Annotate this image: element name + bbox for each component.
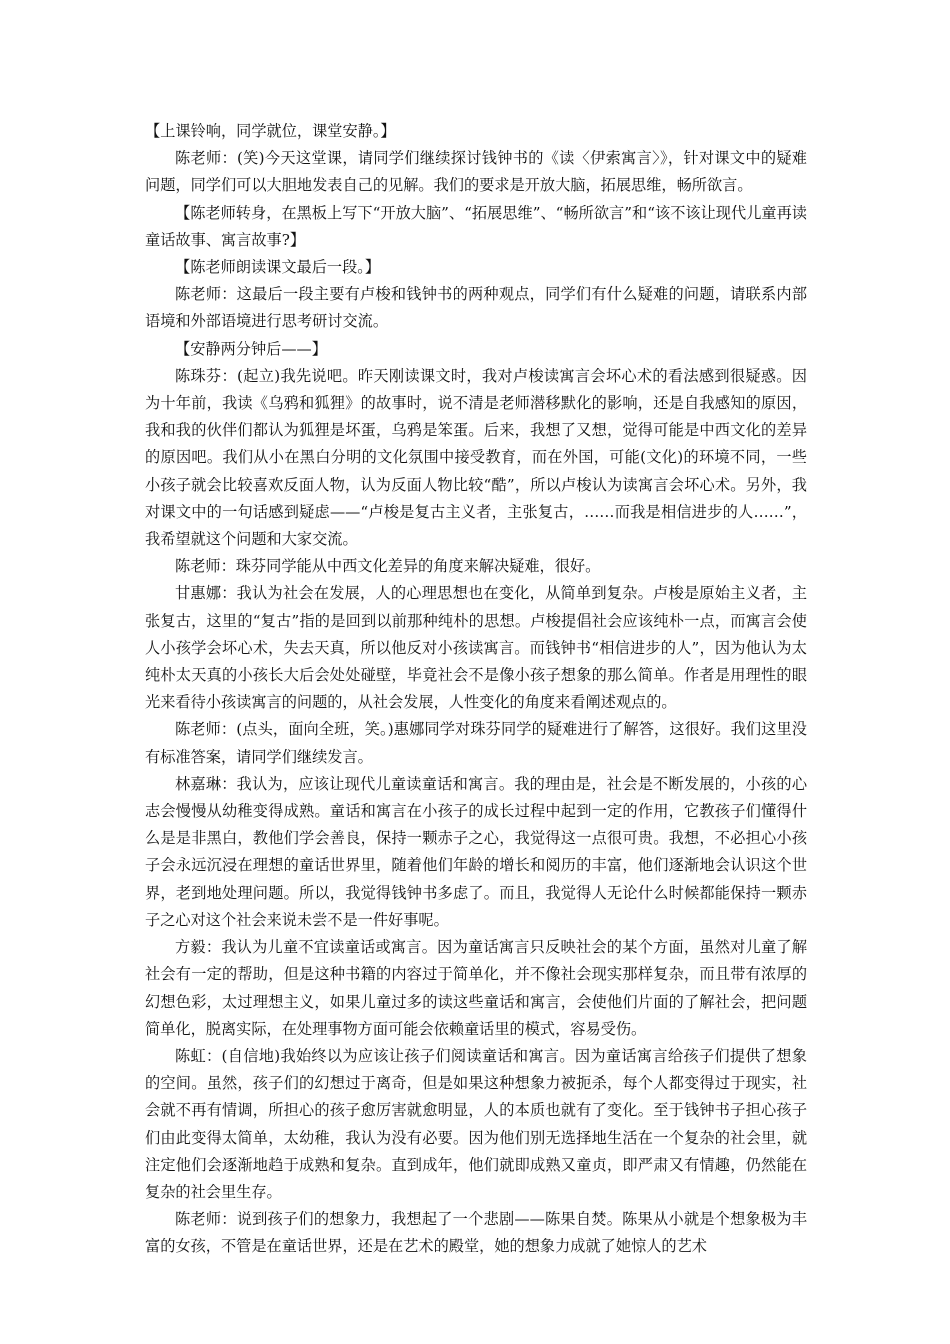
paragraph-teacher-comment-3: 陈老师：说到孩子们的想象力，我想起了一个悲剧——陈果自焚。陈果从小就是个想象极为丰富的女孩，不管是在童话世界，还是在艺术的殿堂，她的想象力成就了她惊人的艺术	[145, 1210, 807, 1256]
paragraph-teacher-comment-2: 陈老师：(点头，面向全班，笑。)惠娜同学对珠芬同学的疑难进行了解答，这很好。我们这里没有标准答案，请同学们继续发言。	[145, 720, 807, 766]
paragraph-stage-direction-silence: 【安静两分钟后——】	[175, 339, 327, 358]
paragraph-fang-yi: 方毅：我认为儿童不宜读童话或寓言。因为童话寓言只反映社会的某个方面，虽然对儿童了解社会有一定的帮助，但是这种书籍的内容过于简单化，并不像社会现实那样复杂，而且带有浓厚的幻想色彩，太过理想主义，如果儿童过多的读这些童话和寓言，会使他们片面的了解社会，把问题简单化，脱离实际，在处理事物方面可能会依赖童话里的模式，容易受伤。	[145, 938, 807, 1038]
paragraph-chen-hong: 陈虹：(自信地)我始终以为应该让孩子们阅读童话和寓言。因为童话寓言给孩子们提供了想象的空间。虽然，孩子们的幻想过于离奇，但是如果这种想象力被扼杀，每个人都变得过于现实，社会就不再有情调，所担心的孩子愈厉害就愈明显，人的本质也就有了变化。至于钱钟书子担心孩子们由此变得太简单，太幼稚，我认为没有必要。因为他们别无选择地生活在一个复杂的社会里，就注定他们会逐渐地趋于成熟和复杂。直到成年，他们就即成熟又童贞，即严肃又有情趣，仍然能在复杂的社会里生存。	[145, 1046, 807, 1201]
paragraph-teacher-intro: 陈老师：(笑)今天这堂课，请同学们继续探讨钱钟书的《读〈伊索寓言〉》，针对课文中的疑难问题，同学们可以大胆地发表自己的见解。我们的要求是开放大脑，拓展思维，畅所欲言。	[145, 149, 807, 195]
paragraph-chen-zhufen: 陈珠芬：(起立)我先说吧。昨天刚读课文时，我对卢梭读寓言会坏心术的看法感到很疑惑。因为十年前，我读《乌鸦和狐狸》的故事时，说不清是老师潜移默化的影响，还是自我感知的原因，我和我的伙伴们都认为狐狸是坏蛋，乌鸦是笨蛋。后来，我想了又想，觉得可能是中西文化的差异的原因吧。我们从小在黑白分明的文化氛围中接受教育，而在外国，可能(文化)的环境不同，一些小孩子就会比较喜欢反面人物，认为反面人物比较“酷”，所以卢梭认为读寓言会坏心术。另外，我对课文中的一句话感到疑虑——“卢梭是复古主义者，主张复古，……而我是相信进步的人……”，我希望就这个问题和大家交流。	[145, 366, 807, 549]
document-page	[145, 118, 807, 1261]
paragraph-teacher-prompt: 陈老师：这最后一段主要有卢梭和钱钟书的两种观点，同学们有什么疑难的问题，请联系内部语境和外部语境进行思考研讨交流。	[145, 285, 807, 331]
paragraph-lin-jialin: 林嘉琳：我认为，应该让现代儿童读童话和寓言。我的理由是，社会是不断发展的，小孩的心志会慢慢从幼稚变得成熟。童话和寓言在小孩子的成长过程中起到一定的作用，它教孩子们懂得什么是是非黑白，教他们学会善良，保持一颗赤子之心，我觉得这一点很可贵。我想，不必担心小孩子会永远沉浸在理想的童话世界里，随着他们年龄的增长和阅历的丰富，他们逐渐地会认识这个世界，老到地处理问题。所以，我觉得钱钟书多虑了。而且，我觉得人无论什么时候都能保持一颗赤子之心对这个社会来说未尝不是一件好事呢。	[145, 774, 807, 929]
paragraph-teacher-comment-1: 陈老师：珠芬同学能从中西文化差异的角度来解决疑难，很好。	[175, 557, 601, 576]
paragraph-stage-direction-bell: 【上课铃响，同学就位，课堂安静。】	[145, 122, 396, 140]
paragraph-stage-direction-blackboard: 【陈老师转身，在黑板上写下“开放大脑”、“拓展思维”、“畅所欲言”和“该不该让现代儿童再读童话故事、寓言故事?】	[145, 203, 807, 249]
paragraph-stage-direction-reading: 【陈老师朗读课文最后一段。】	[175, 258, 381, 277]
paragraph-gan-huina: 甘惠娜：我认为社会在发展，人的心理思想也在变化，从简单到复杂。卢梭是原始主义者，主张复古，这里的“复古”指的是回到以前那种纯朴的思想。卢梭提倡社会应该纯朴一点，而寓言会使人小孩学会坏心术，失去天真，所以他反对小孩读寓言。而钱钟书“相信进步的人”，因为他认为太纯朴太天真的小孩长大后会处处碰壁，毕竟社会不是像小孩子想象的那么简单。作者是用理性的眼光来看待小孩读寓言的问题的，从社会发展，人性变化的角度来看阐述观点的。	[145, 584, 807, 712]
